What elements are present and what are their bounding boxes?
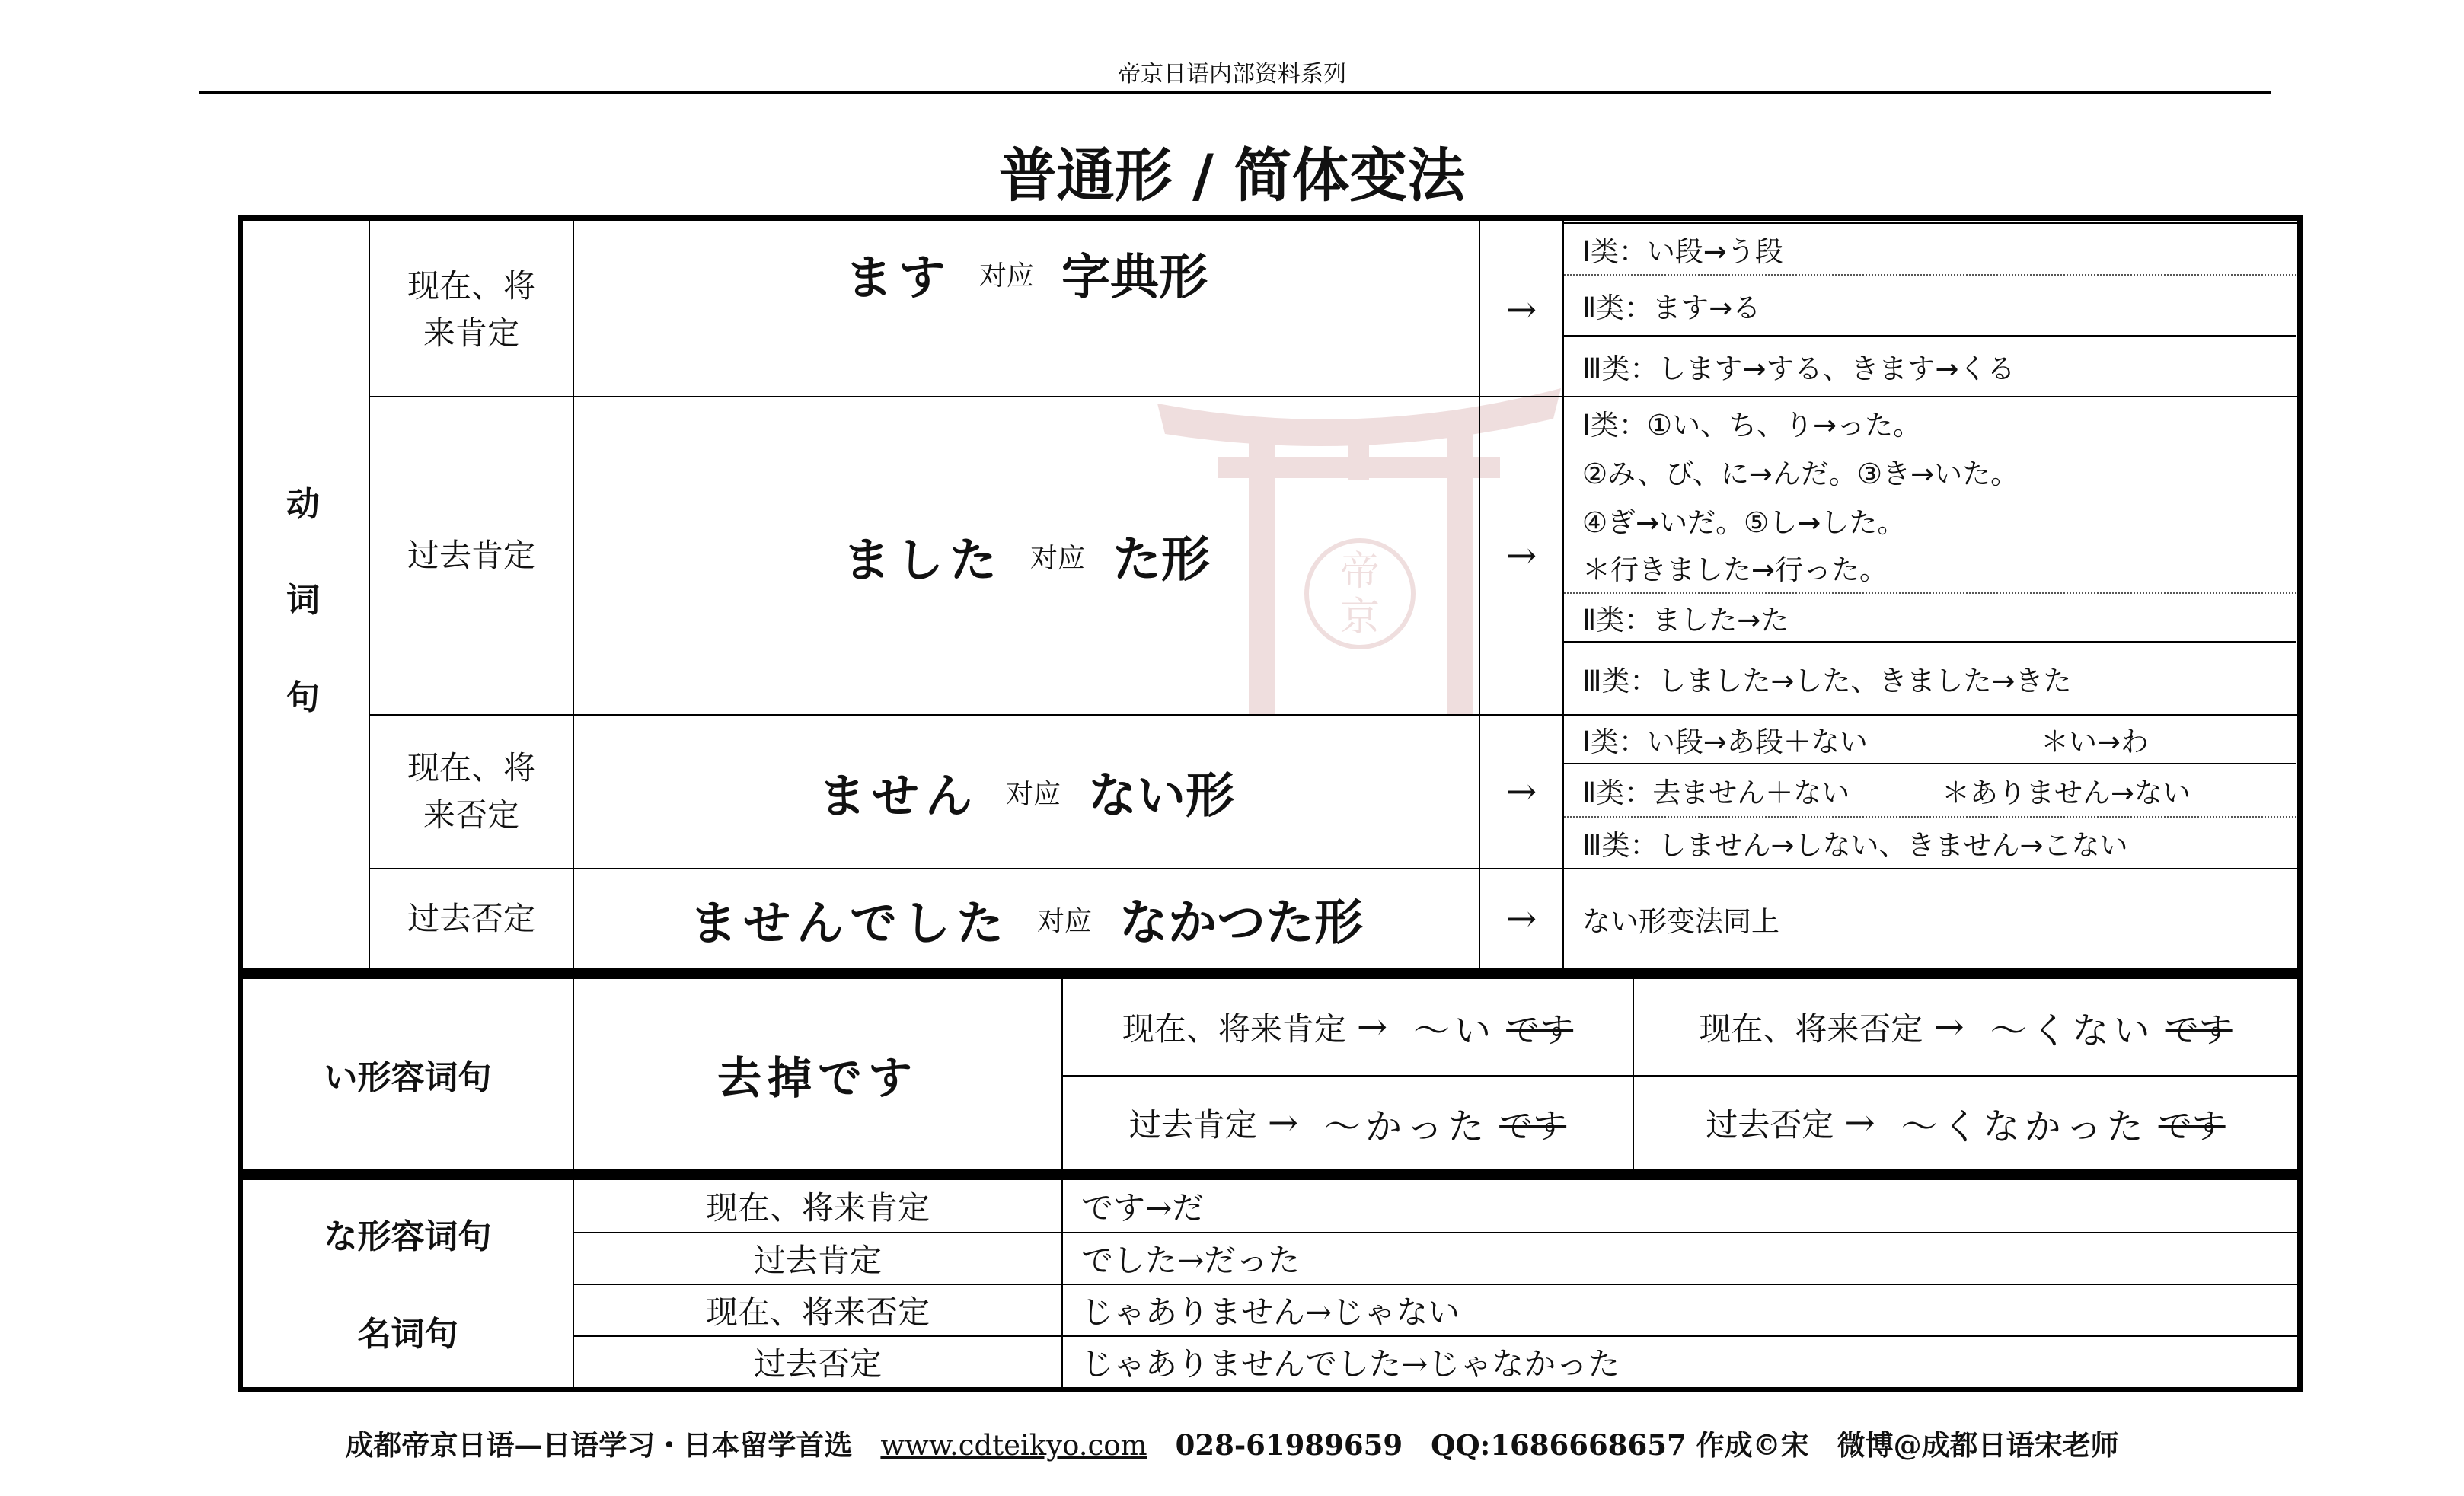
verb-row-label: 现在、将 来肯定 [407, 267, 535, 352]
masu-ending: ます [844, 249, 952, 305]
footer-school: 成都帝京日语—日语学习・日本留学首选 [345, 1428, 853, 1462]
noun-category: 名词句 [357, 1315, 458, 1354]
rule-line: Ⅲ类：しました→した、きました→きた [1582, 665, 2072, 697]
verb-row-form [574, 397, 1479, 714]
rule-line: Ⅰ类：①い、ち、り→った。 [1582, 409, 1922, 442]
verb-category-char: 词 [286, 581, 320, 620]
rule-line: Ⅱ类：ます→る [1582, 292, 1761, 324]
page-footer [0, 1422, 2464, 1463]
masu-ending: ません [818, 767, 978, 824]
adj-form: ～かった [1324, 1105, 1489, 1148]
tense-label: 过去肯定 [1128, 1106, 1257, 1144]
struck-desu: です [2165, 1011, 2233, 1050]
rule-line: Ⅲ类：しません→しない、きません→こない [1582, 829, 2128, 862]
rule-line: Ⅲ类：します→する、きます→くる [1582, 352, 2016, 385]
adj-form: ～い [1413, 1009, 1496, 1052]
arrow-icon: → [1505, 898, 1537, 940]
verb-row-label: 过去肯定 [407, 537, 535, 574]
verb-row-form [574, 869, 1479, 968]
tense-label: 过去否定 [1706, 1106, 1834, 1144]
i-adj-cell [1063, 1077, 1633, 1169]
arrow-icon: → [1505, 289, 1537, 331]
rule-line: Ⅰ类：い段→う段 [1582, 235, 1783, 268]
arrow-icon: → [1356, 1006, 1393, 1048]
rule-line: ②み、び、に→んだ。③き→いた。 [1582, 458, 2019, 490]
i-adj-cell [1634, 979, 2297, 1075]
tense-label: 现在、将来否定 [1699, 1010, 1923, 1048]
rule-line: ない形变法同上 [1582, 905, 1779, 938]
na-row-label: 过去否定 [753, 1345, 882, 1383]
na-row-rule: でした→だった [1081, 1242, 1301, 1279]
plain-form-name: た形 [1112, 532, 1211, 589]
tense-label: 现在、将来肯定 [1122, 1010, 1346, 1048]
arrow-icon: → [1844, 1102, 1880, 1144]
duiying-label: 对应 [1030, 542, 1086, 574]
arrow-icon: → [1505, 534, 1537, 577]
na-row-rule: じゃありませんでした→じゃなかった [1081, 1345, 1620, 1383]
rule-line: Ⅱ类：去ません＋ない [1582, 777, 1850, 809]
rule-line: ④ぎ→いだ。⑤し→した。 [1582, 506, 1906, 539]
plain-form-name: ない形 [1088, 768, 1235, 825]
duiying-label: 对应 [1037, 905, 1093, 937]
watermark-char-1: 帝 [1339, 549, 1380, 595]
masu-ending: ました [842, 531, 1003, 588]
arrow-icon: → [1933, 1006, 1969, 1048]
header-rule [199, 91, 2271, 94]
na-row-rule: じゃありません→じゃない [1081, 1293, 1460, 1331]
rule-line: ＊ありません→ない [1942, 777, 2191, 809]
na-adjective-category: な形容词句 [324, 1217, 492, 1256]
struck-desu: です [2158, 1107, 2226, 1146]
footer-contact: 028-61989659 QQ:1686668657 作成©宋 微博@成都日语宋老师 [1175, 1428, 2119, 1462]
verb-row-form [574, 716, 1479, 868]
arrow-icon: → [1505, 770, 1537, 813]
adj-form: ～くない [1990, 1009, 2155, 1052]
plain-form-name: なかつた形 [1119, 895, 1364, 952]
duiying-label: 对应 [1006, 778, 1061, 810]
na-row-label: 现在、将来否定 [705, 1293, 930, 1331]
masu-ending: ませんでした [689, 895, 1010, 951]
verb-category-char: 句 [286, 678, 320, 717]
i-adj-cell [1634, 1077, 2297, 1169]
struck-desu: です [1499, 1107, 1567, 1146]
na-row-rule: です→だ [1081, 1189, 1205, 1226]
arrow-icon: → [1267, 1102, 1304, 1144]
duiying-label: 对应 [979, 260, 1035, 292]
adj-form: ～くなかった [1901, 1105, 2148, 1148]
i-adj-cell [1063, 979, 1633, 1075]
remove-desu-label: 去掉です [717, 1052, 918, 1104]
verb-row-form [574, 224, 1479, 323]
rule-line: Ⅰ类：い段→あ段＋ない [1582, 726, 1868, 758]
document-header: 帝京日语内部资料系列 [1118, 61, 1346, 88]
rule-line: ＊行きました→行った。 [1582, 553, 1888, 586]
rule-line: ＊い→わ [2041, 726, 2150, 758]
verb-category-char: 动 [286, 485, 320, 524]
page-title: 普通形 / 简体变法 [998, 142, 1466, 209]
na-row-label: 现在、将来肯定 [705, 1189, 930, 1226]
verb-row-label: 现在、将 来否定 [407, 749, 535, 834]
rule-line: Ⅱ类：ました→た [1582, 604, 1789, 636]
footer-url-link[interactable]: www.cdteikyo.com [880, 1429, 1147, 1462]
plain-form-name: 字典形 [1061, 250, 1208, 306]
na-row-label: 过去肯定 [753, 1242, 882, 1279]
struck-desu: です [1506, 1011, 1574, 1050]
watermark-char-2: 京 [1339, 595, 1380, 640]
verb-row-label: 过去否定 [407, 900, 535, 937]
i-adjective-category: い形容词句 [324, 1058, 492, 1097]
